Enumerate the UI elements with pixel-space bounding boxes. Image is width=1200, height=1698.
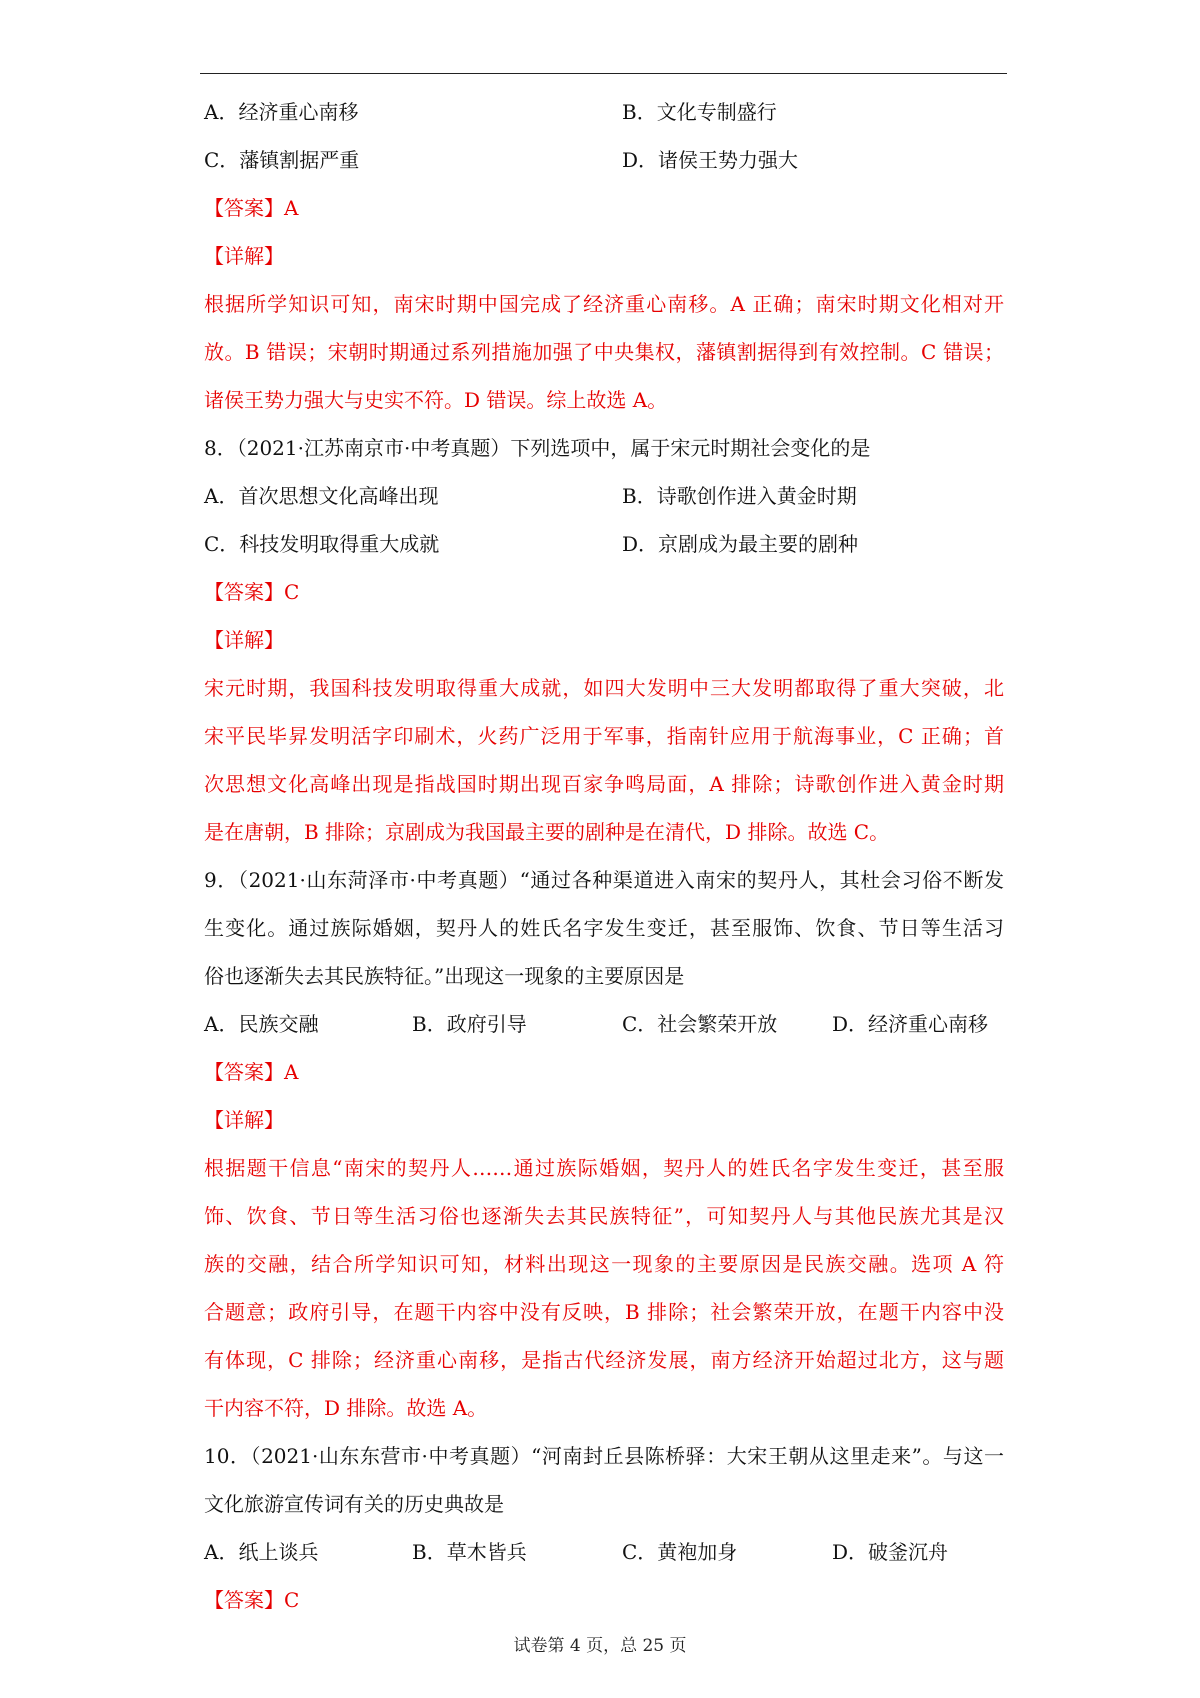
q7-explanation-line: 诸侯王势力强大与史实不符。D 错误。综上故选 A。 <box>204 388 668 412</box>
q7-answer <box>204 194 298 222</box>
q8-detail-tag: 【详解】 <box>204 628 284 652</box>
q8-option-d: D．京剧成为最主要的剧种 <box>622 532 859 556</box>
q8-option-b: B．诗歌创作进入黄金时期 <box>622 484 857 508</box>
q9-explanation-line: 族的交融，结合所学知识可知，材料出现这一现象的主要原因是民族交融。选项 A 符 <box>204 1252 1004 1276</box>
answer-tag: 【答案】 <box>204 1060 284 1084</box>
q9-option-c: C．社会繁荣开放 <box>622 1012 778 1036</box>
q9-explanation-line: 根据题干信息“南宋的契丹人……通过族际婚姻，契丹人的姓氏名字发生变迁，甚至服 <box>204 1156 1004 1180</box>
q9-option-a: A．民族交融 <box>204 1012 319 1036</box>
q7-option-c: C．藩镇割据严重 <box>204 148 360 172</box>
answer-value: A <box>284 1060 299 1084</box>
answer-value: C <box>284 580 300 604</box>
q8-explanation-line: 宋元时期，我国科技发明取得重大成就，如四大发明中三大发明都取得了重大突破，北 <box>204 676 1004 700</box>
q9-explanation-line: 饰、饮食、节日等生活习俗也逐渐失去其民族特征”，可知契丹人与其他民族尤其是汉 <box>204 1204 1004 1228</box>
q10-option-d: D．破釜沉舟 <box>832 1540 949 1564</box>
answer-tag: 【答案】 <box>204 580 284 604</box>
q8-answer <box>204 578 299 606</box>
q10-stem-line: 10．（2021·山东东营市·中考真题）“河南封丘县陈桥驿：大宋王朝从这里走来”。与这一 <box>204 1444 1004 1468</box>
q9-option-d: D．经济重心南移 <box>832 1012 989 1036</box>
answer-tag: 【答案】 <box>204 1588 284 1612</box>
q7-option-b: B．文化专制盛行 <box>622 100 777 124</box>
q8-explanation-line: 宋平民毕昇发明活字印刷术，火药广泛用于军事，指南针应用于航海事业，C 正确；首 <box>204 724 1004 748</box>
q7-explanation-line: 放。B 错误；宋朝时期通过系列措施加强了中央集权，藩镇割据得到有效控制。C 错误； <box>204 340 1004 364</box>
answer-value: A <box>284 196 299 220</box>
answer-value: C <box>284 1588 300 1612</box>
q7-explanation-line: 根据所学知识可知，南宋时期中国完成了经济重心南移。A 正确；南宋时期文化相对开 <box>204 292 1004 316</box>
q8-stem: 8．（2021·江苏南京市·中考真题）下列选项中，属于宋元时期社会变化的是 <box>204 436 871 460</box>
q9-explanation-line: 有体现，C 排除；经济重心南移，是指古代经济发展，南方经济开始超过北方，这与题 <box>204 1348 1004 1372</box>
q9-explanation-line: 干内容不符，D 排除。故选 A。 <box>204 1396 488 1420</box>
q9-detail-tag: 【详解】 <box>204 1108 284 1132</box>
q9-option-b: B．政府引导 <box>412 1012 527 1036</box>
answer-tag: 【答案】 <box>204 196 284 220</box>
q10-option-c: C．黄袍加身 <box>622 1540 738 1564</box>
q9-explanation-line: 合题意；政府引导，在题干内容中没有反映，B 排除；社会繁荣开放，在题干内容中没 <box>204 1300 1004 1324</box>
q9-stem-line: 9．（2021·山东菏泽市·中考真题）“通过各种渠道进入南宋的契丹人，其杜会习俗不断发 <box>204 868 1004 892</box>
q9-stem-line: 俗也逐渐失去其民族特征。”出现这一现象的主要原因是 <box>204 964 685 988</box>
q10-option-a: A．纸上谈兵 <box>204 1540 319 1564</box>
q8-explanation-line: 次思想文化高峰出现是指战国时期出现百家争鸣局面，A 排除；诗歌创作进入黄金时期 <box>204 772 1004 796</box>
header-rule <box>200 73 1007 74</box>
q7-detail-tag: 【详解】 <box>204 244 284 268</box>
q10-answer <box>204 1586 299 1614</box>
q8-explanation-line: 是在唐朝，B 排除；京剧成为我国最主要的剧种是在清代，D 排除。故选 C。 <box>204 820 890 844</box>
q7-option-d: D．诸侯王势力强大 <box>622 148 799 172</box>
q9-stem-line: 生变化。通过族际婚姻，契丹人的姓氏名字发生变迁，甚至服饰、饮食、节日等生活习 <box>204 916 1004 940</box>
q8-option-c: C．科技发明取得重大成就 <box>204 532 440 556</box>
page-footer: 试卷第 4 页，总 25 页 <box>513 1636 687 1656</box>
q8-option-a: A．首次思想文化高峰出现 <box>204 484 439 508</box>
q7-option-a: A．经济重心南移 <box>204 100 359 124</box>
q9-answer <box>204 1058 298 1086</box>
q10-option-b: B．草木皆兵 <box>412 1540 527 1564</box>
q10-stem-line: 文化旅游宣传词有关的历史典故是 <box>204 1492 504 1516</box>
